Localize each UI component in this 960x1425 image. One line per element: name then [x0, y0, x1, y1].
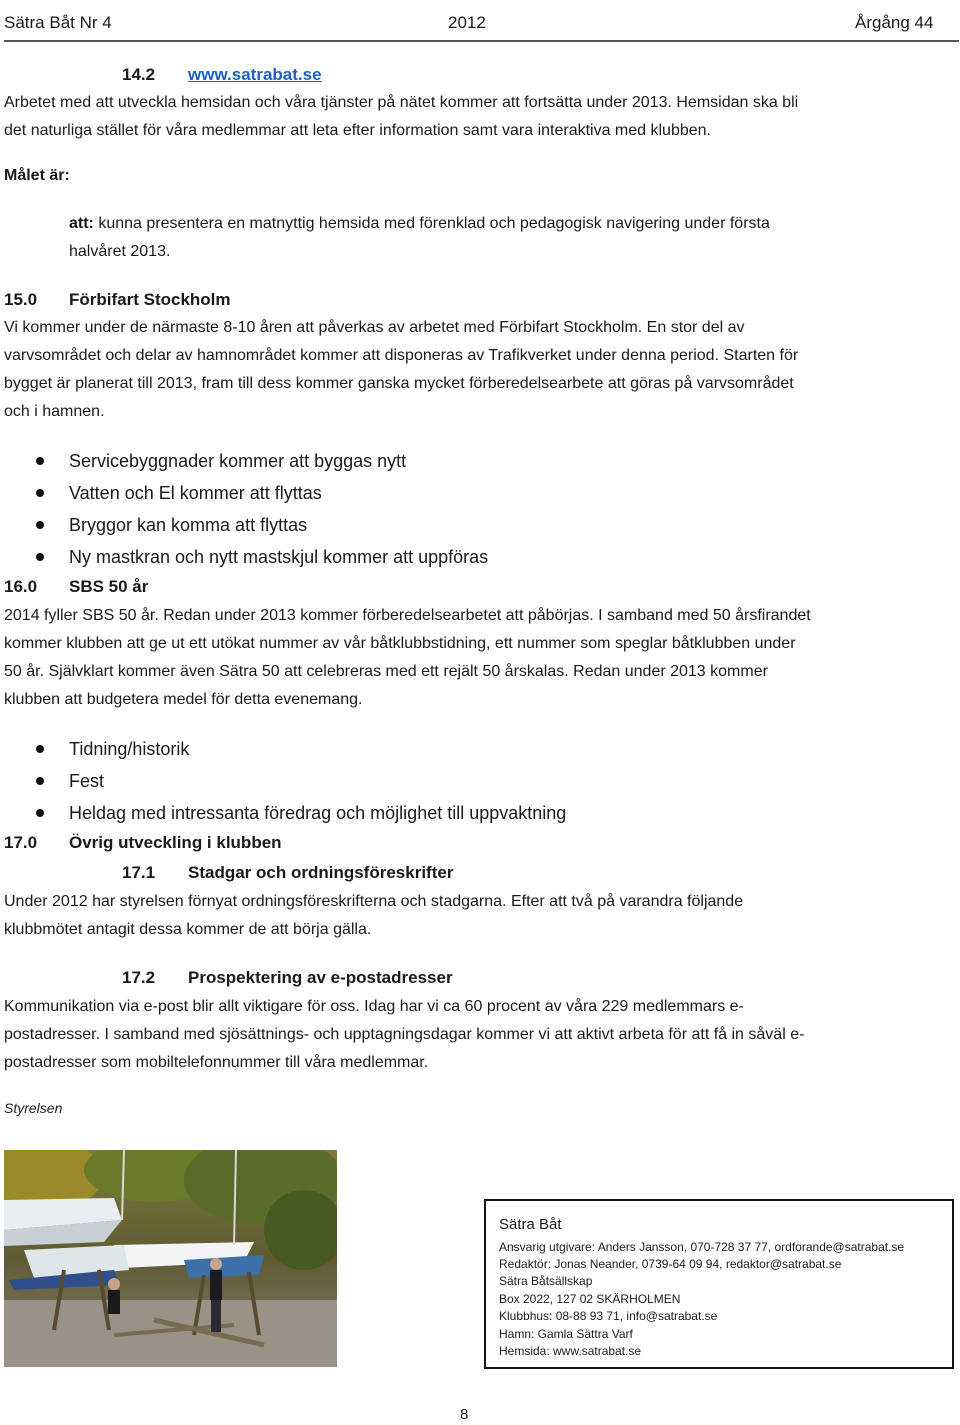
section-14-2-body-line: det naturliga stället för våra medlemmar att leta efter information samt vara interaktiva med klubben. [4, 122, 711, 139]
section-17-1-title: Stadgar och ordningsföreskrifter [188, 863, 454, 882]
section-17-1-number: 17.1 [122, 863, 156, 882]
goal-lead: att: [69, 215, 94, 232]
section-16-body-line: klubben att budgetera medel för detta evenemang. [4, 691, 363, 708]
masthead-line: Hemsida: www.satrabat.se [499, 1344, 642, 1358]
bullet-dot [36, 489, 44, 497]
section-16-body-line: 2014 fyller SBS 50 år. Redan under 2013 kommer förberedelsearbetet att påbörjas. I samband med 50 årsfirandet [4, 607, 811, 624]
page-number: 8 [460, 1406, 469, 1423]
signature: Styrelsen [4, 1100, 63, 1116]
masthead-line: Sätra Båtsällskap [499, 1274, 593, 1288]
section-15-bullet: Bryggor kan komma att flyttas [69, 515, 308, 535]
section-15-body-line: varvsområdet och delar av hamnområdet kommer att disponeras av Trafikverket under denna period. Starten för [4, 347, 799, 364]
bullet-dot [36, 809, 44, 817]
boatyard-photo-illustration [4, 1150, 337, 1367]
section-16-bullet: Heldag med intressanta föredrag och möjlighet till uppvaktning [69, 803, 567, 823]
section-16-body-line: kommer klubben att ge ut ett utökat nummer av vår båtklubbstidning, ett nummer som speglar båtklubben under [4, 635, 796, 652]
section-16-number: 16.0 [4, 577, 38, 596]
masthead-box [484, 1199, 954, 1369]
section-15-bullet: Vatten och El kommer att flyttas [69, 483, 322, 503]
bullet-dot [36, 457, 44, 465]
bullet-dot [36, 777, 44, 785]
section-17-1-body-line: klubbmötet antagit dessa kommer de att börja gälla. [4, 921, 372, 938]
masthead-line: Hamn: Gamla Sättra Varf [499, 1327, 633, 1341]
section-15-body-line: och i hamnen. [4, 403, 105, 420]
masthead-line: Box 2022, 127 02 SKÄRHOLMEN [499, 1292, 681, 1306]
header-year: 2012 [448, 13, 486, 32]
section-17-1-body-line: Under 2012 har styrelsen förnyat ordningsföreskrifterna och stadgarna. Efter att två på varandra följande [4, 893, 744, 910]
masthead-line: Ansvarig utgivare: Anders Jansson, 070-728 37 77, ordforande@satrabat.se [499, 1240, 905, 1254]
section-17-title: Övrig utveckling i klubben [69, 833, 282, 852]
section-15-bullet: Servicebyggnader kommer att byggas nytt [69, 451, 407, 471]
section-16-body-line: 50 år. Självklart kommer även Sätra 50 att celebreras med ett rejält 50 årskalas. Redan under 2013 kommer [4, 663, 768, 680]
masthead-title: Sätra Båt [499, 1216, 562, 1233]
goal-text: kunna presentera en matnyttig hemsida med förenklad och pedagogisk navigering under första [93, 215, 770, 232]
section-15-body-line: Vi kommer under de närmaste 8-10 åren att påverkas av arbetet med Förbifart Stockholm. En stor del av [4, 319, 745, 336]
section-15-body-line: bygget är planerat till 2013, fram till dess kommer ganska mycket förberedelsearbete att göras på varvsområdet [4, 375, 794, 392]
bullet-dot [36, 521, 44, 529]
boatyard-photo [4, 1150, 337, 1367]
section-14-2-body-line: Arbetet med att utveckla hemsidan och våra tjänster på nätet kommer att fortsätta under 2013. Hemsidan ska bli [4, 94, 799, 111]
goal-text-line: halvåret 2013. [69, 243, 171, 260]
section-14-2-link[interactable]: www.satrabat.se [188, 65, 322, 84]
goal-text-line [69, 214, 770, 234]
section-16-title: SBS 50 år [69, 577, 149, 596]
section-17-2-body-line: postadresser som mobiltelefonnummer till våra medlemmar. [4, 1054, 429, 1071]
header-rule [4, 40, 959, 42]
section-15-title: Förbifart Stockholm [69, 290, 231, 309]
goal-label: Målet är: [4, 167, 70, 184]
section-14-2-number: 14.2 [122, 65, 156, 84]
bullet-dot [36, 553, 44, 561]
header-volume: Årgång 44 [855, 13, 934, 32]
section-15-bullet: Ny mastkran och nytt mastskjul kommer att uppföras [69, 547, 489, 567]
header-left: Sätra Båt Nr 4 [4, 13, 112, 32]
section-17-2-body-line: Kommunikation via e-post blir allt viktigare för oss. Idag har vi ca 60 procent av våra 229 medlemmars e- [4, 998, 744, 1015]
masthead-line: Redaktör: Jonas Neander, 0739-64 09 94, redaktor@satrabat.se [499, 1257, 842, 1271]
section-17-2-number: 17.2 [122, 968, 156, 987]
section-16-bullet: Tidning/historik [69, 739, 190, 759]
section-17-2-body-line: postadresser. I samband med sjösättnings- och upptagningsdagar kommer vi att aktivt arbeta för att få in såväl e- [4, 1026, 805, 1043]
section-16-bullet: Fest [69, 771, 105, 791]
section-15-number: 15.0 [4, 290, 38, 309]
section-17-2-title: Prospektering av e-postadresser [188, 968, 453, 987]
bullet-dot [36, 745, 44, 753]
section-17-number: 17.0 [4, 833, 38, 852]
masthead-line: Klubbhus: 08-88 93 71, info@satrabat.se [499, 1309, 718, 1323]
